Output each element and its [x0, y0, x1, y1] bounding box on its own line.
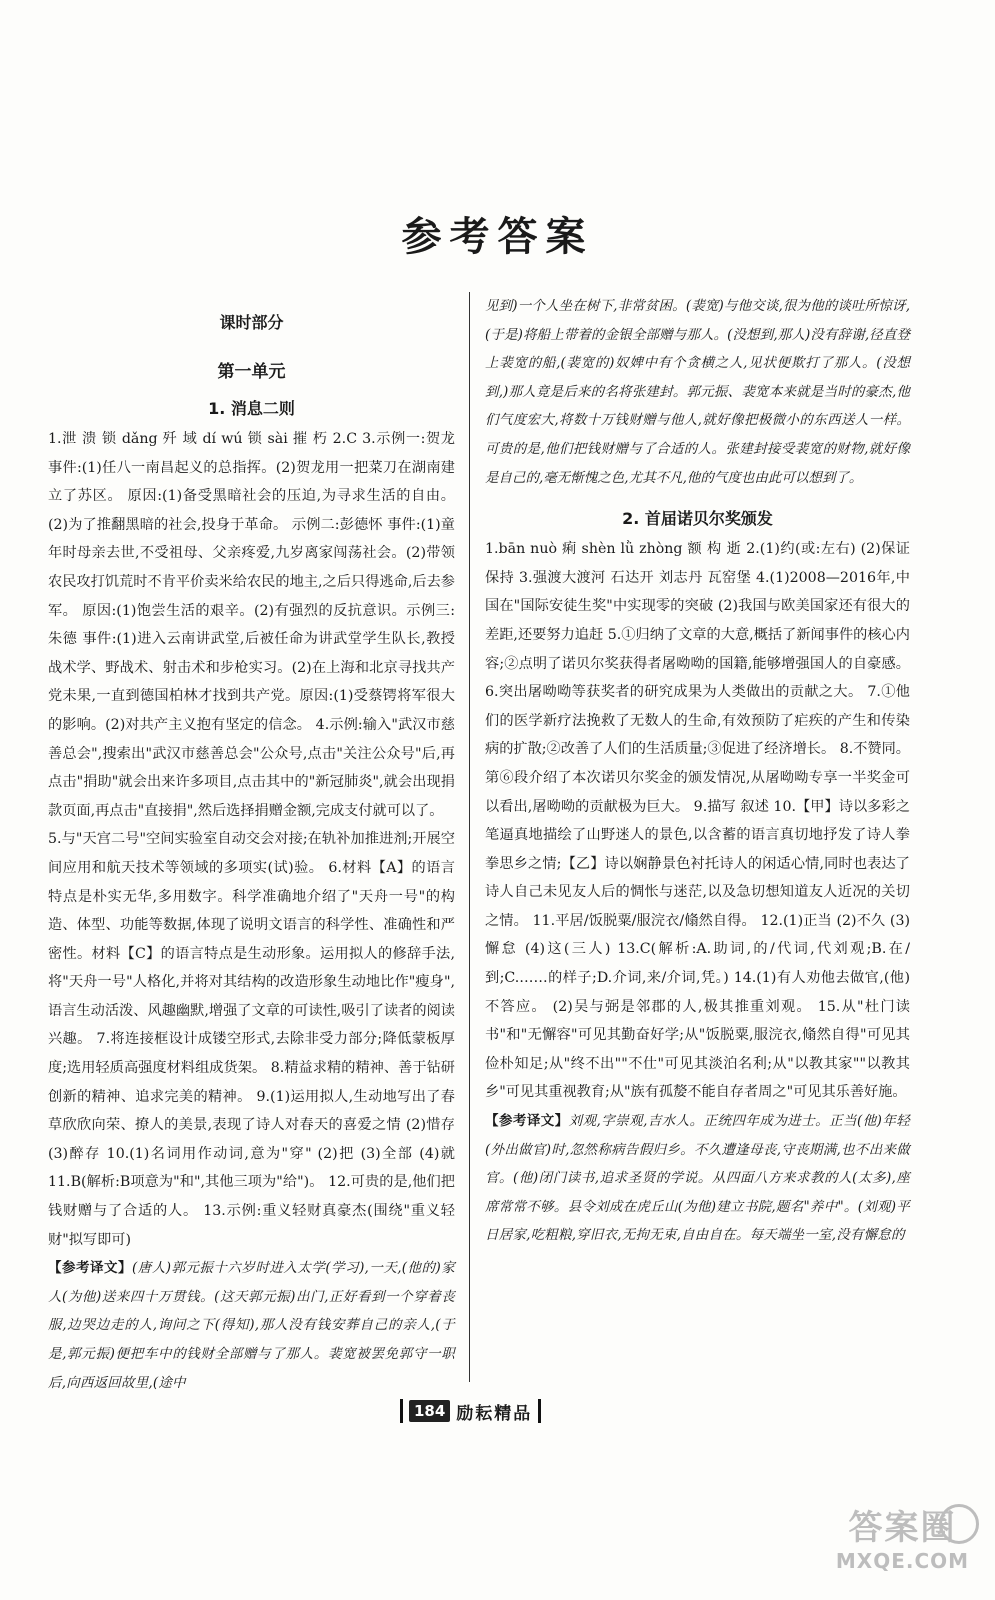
watermark: [820, 1500, 985, 1590]
page-title: 参考答案: [401, 213, 594, 260]
brand-name: 励耘精品: [456, 1403, 533, 1424]
right-column: [485, 292, 910, 1250]
unit-heading: 第一单元: [217, 362, 286, 382]
lesson-2-answers: 1.bān nuò 痢 shèn lǜ zhòng 额 构 逝 2.(1)约(或:左右) (2)保证 保持 3.强渡大渡河 石达开 刘志丹 瓦窑堡 4.(1)2008—2016年,中国在"国际安徒生奖"中实现零的突破 (2)我国与欧美国家还有很大的差距,还要努力追赶 5.①归纳了文章的大意,概括了新闻事件的核心内容;②点明了诺贝尔奖获得者屠呦呦的国籍,能够增强国人的自豪感。 6.突出屠呦呦等获奖者的研究成果为人类做出的贡献之大。 7.①他们的医学新疗法挽救了无数人的生命,有效预防了疟疾的产生和传染病的扩散;②改善了人们的生活质量;③促进了经济增长。 8.不赞同。第⑥段介绍了本次诺贝尔奖金的颁发情况,从屠呦呦专享一半奖金可以看出,屠呦呦的贡献极为巨大。 9.描写 叙述 10.【甲】诗以多彩之笔逼真地描绘了山野迷人的景色,以含蓄的语言真切地抒发了诗人拳拳思乡之情;【乙】诗以娴静景色衬托诗人的闲适心情,同时也表达了诗人自己未见友人后的惆怅与迷茫,以及急切想知道友人近况的关切之情。 11.平居/饭脱粟/服浣衣/翛然自得。 12.(1)正当 (2)不久 (3)懈怠 (4)这(三人) 13.C(解析:A.助词,的/代词,代刘观;B.在/到;C.……的样子;D.介词,来/介词,凭。) 14.(1)有人劝他去做官,(他)不答应。 (2)吴与弼是邻郡的人,极其推重刘观。 15.从"杜门读书"和"无懈容"可见其勤奋好学;从"饭脱粟,服浣衣,翛然自得"可见其俭朴知足;从"终不出""不仕"可见其淡泊名利;从"以教其家""以教其乡"可见其重视教育;从"族有孤嫠不能自存者周之"可见其乐善好施。: [485, 541, 910, 1101]
lesson-1-translation-continued: 见到)一个人坐在树下,非常贫困。(裴宽)与他交谈,很为他的谈吐所惊讶,(于是)将船上带着的金银全部赠与那人。(没想到,那人)没有辞谢,径直登上裴宽的船,(裴宽的)奴婢中有个贪横之人,见状便欺打了那人。(没想到,)那人竟是后来的名将张建封。郭元振、裴宽本来就是当时的豪杰,他们气度宏大,将数十万钱财赠与他人,就好像把极微小的东西送人一样。可贵的是,他们把钱财赠与了合适的人。张建封接受裴宽的财物,就好像是自己的,毫无惭愧之色,尤其不凡,他的气度也由此可以想到了。: [485, 298, 910, 486]
translation-text: (唐人)郭元振十六岁时进入太学(学习),一天,(他的)家人(为他)送来四十万贯钱。(这天郭元振)出门,正好看到一个穿着丧服,边哭边走的人,询问之下(得知),那人没有钱安葬自己的亲人,(于是,郭元振)便把车中的钱财全部赠与了那人。裴宽被罢免郭守一职后,向西返回故里,(途中: [48, 1260, 455, 1391]
page-footer: [400, 1398, 541, 1424]
translation-label: 【参考译文】: [48, 1260, 132, 1277]
lesson-1-answers-part-1: 1.泄 溃 锁 dǎng 歼 域 dí wú 锁 sài 摧 朽 2.C 3.示例一:贺龙 事件:(1)任八一南昌起义的总指挥。(2)贺龙用一把菜刀在湖南建立了苏区。 原因:(1)备受黑暗社会的压迫,为寻求生活的自由。(2)为了推翻黑暗的社会,投身于革命。 示例二:彭德怀 事件:(1)童年时母亲去世,不受祖母、父亲疼爱,九岁离家闯荡社会。(2)带领农民攻打饥荒时不肯平价卖米给农民的地主,之后只得逃命,后去参军。 原因:(1)饱尝生活的艰辛。(2)有强烈的反抗意识。示例三:朱德 事件:(1)进入云南讲武堂,后被任命为讲武堂学生队长,教授战术学、野战术、射击术和步枪实习。(2)在上海和北京寻找共产党未果,一直到德国柏林才找到共产党。原因:(1)受蔡锷将军很大的影响。(2)对共产主义抱有坚定的信念。 4.示例:输入"武汉市慈善总会",搜索出"武汉市慈善总会"公众号,点击"关注公众号"后,再点击"捐助"就会出来许多项目,点击其中的"新冠肺炎",就会出现捐款页面,再点击"直接捐",然后选择捐赠金额,完成支付就可以了。: [48, 431, 455, 819]
lesson-1-translation: [48, 1254, 455, 1397]
footer-bar-left: [400, 1399, 403, 1423]
lesson-2-translation: [485, 1107, 910, 1250]
footer-bar-right: [538, 1399, 541, 1423]
lesson-1-heading: 1. 消息二则: [208, 399, 295, 418]
watermark-badge-icon: [939, 1504, 979, 1544]
column-divider: [469, 292, 470, 1382]
lesson-1-answers-part-2: 5.与"天宫二号"空间实验室自动交会对接;在轨补加推进剂;开展空间应用和航天技术等领域的多项实(试)验。 6.材料【A】的语言特点是朴实无华,多用数字。科学准确地介绍了"天舟一号"的构造、体型、功能等数据,体现了说明文语言的科学性、准确性和严密性。材料【C】的语言特点是生动形象。运用拟人的修辞手法,将"天舟一号"人格化,并将对其结构的改造形象生动地比作"瘦身",语言生动活泼、风趣幽默,增强了文章的可读性,吸引了读者的阅读兴趣。 7.将连接框设计成镂空形式,去除非受力部分;降低蒙板厚度;选用轻质高强度材料组成货架。 8.精益求精的精神、善于钻研创新的精神、追求完美的精神。 9.(1)运用拟人,生动地写出了春草欣欣向荣、撩人的美景,表现了诗人对春天的喜爱之情 (2)惜存 (3)醉存 10.(1)名词用作动词,意为"穿" (2)把 (3)全部 (4)就 11.B(解析:B项意为"和",其他三项为"给")。 12.可贵的是,他们把钱财赠与了合适的人。 13.示例:重义轻财真豪杰(围绕"重义轻财"拟写即可): [48, 831, 455, 1248]
watermark-top: 答案圈: [848, 1508, 957, 1548]
left-column: [48, 292, 455, 1397]
translation-label: 【参考译文】: [485, 1113, 569, 1130]
page-number: 184: [409, 1400, 450, 1422]
watermark-bottom: MXQE.COM: [835, 1549, 970, 1573]
part-heading: 课时部分: [219, 313, 284, 332]
translation-text: 刘观,字崇观,吉水人。正统四年成为进士。正当(他)年轻(外出做官)时,忽然称病告假归乡。不久遭逢母丧,守丧期满,也不出来做官。(他)闭门读书,追求圣贤的学说。从四面八方来求教的人(太多),座席常常不够。县令刘成在虎丘山(为他)建立书院,题名"养中"。(刘观)平日居家,吃粗粮,穿旧衣,无拘无束,自由自在。每天端坐一室,没有懈怠的: [485, 1113, 911, 1244]
lesson-2-heading: 2. 首届诺贝尔奖颁发: [622, 509, 773, 529]
